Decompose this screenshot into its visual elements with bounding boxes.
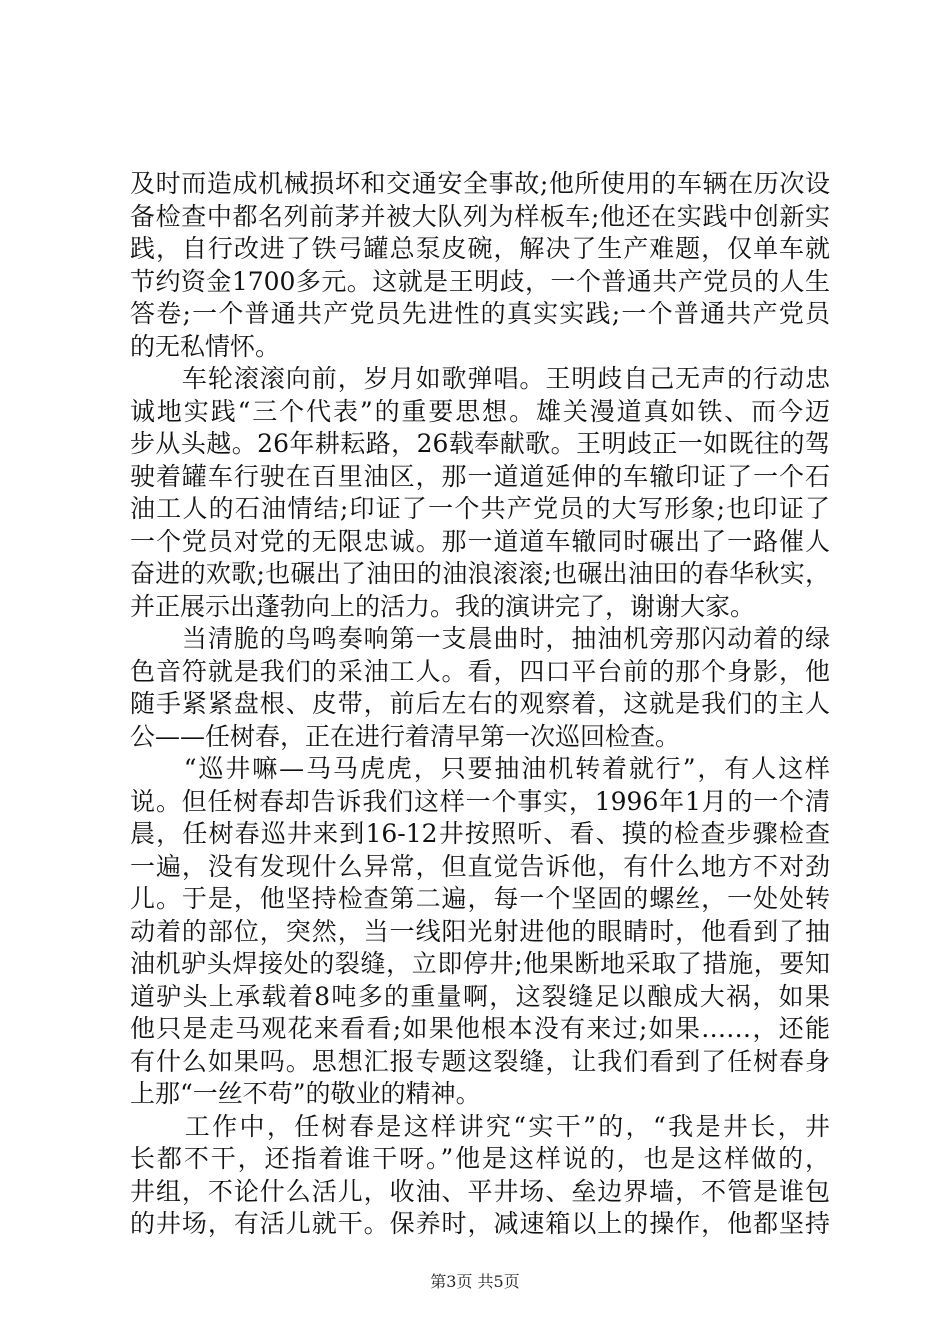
text-line: 他只是走马观花来看看;如果他根本没有来过;如果……，还能 [130, 1014, 830, 1043]
text-line: 一个党员对党的无限忠诚。那一道道车辙同时碾出了一路催人 [130, 526, 830, 556]
text-line: 说。但任树春却告诉我们这样一个事实，1996年1月的一个清 [130, 786, 830, 816]
text-line: 车轮滚滚向前，岁月如歌弹唱。王明歧自己无声的行动忠 [130, 364, 830, 393]
text-line: 随手紧紧盘根、皮带，前后左右的观察着，这就是我们的主人 [130, 689, 830, 718]
text-line: 践，自行改进了铁弓罐总泵皮碗，解决了生产难题，仅单车就 [130, 234, 830, 263]
body-text [130, 168, 830, 1241]
text-line: 诚地实践“三个代表”的重要思想。雄关漫道真如铁、而今迈 [130, 396, 830, 426]
text-line: 晨，任树春巡井来到16-12井按照听、看、摸的检查步骤检查 [130, 819, 830, 848]
text-line: 儿。于是，他坚持检查第二遍，每一个坚固的螺丝，一处处转 [130, 884, 830, 913]
text-line: 的无私情怀。 [130, 331, 281, 361]
text-line: 当清脆的鸟鸣奏响第一支晨曲时，抽油机旁那闪动着的绿 [130, 624, 830, 653]
text-line: 油工人的石油情结;印证了一个共产党员的大写形象;也印证了 [130, 494, 830, 523]
text-line: 一遍，没有发现什么异常，但直觉告诉他，有什么地方不对劲 [130, 851, 830, 881]
text-line: 并正展示出蓬勃向上的活力。我的演讲完了，谢谢大家。 [130, 591, 756, 621]
text-line: 井组，不论什么活儿，收油、平井场、垒边界墙，不管是谁包 [130, 1176, 830, 1206]
text-line: 上那“一丝不苟”的敬业的精神。 [130, 1079, 481, 1108]
text-line: 工作中，任树春是这样讲究“实干”的，“我是井长，井 [130, 1111, 830, 1141]
text-line: “巡井嘛—马马虎虎，只要抽油机转着就行”，有人这样 [130, 754, 830, 783]
text-line: 备检查中都名列前茅并被大队列为样板车;他还在实践中创新实 [130, 201, 830, 231]
text-line: 油机驴头焊接处的裂缝，立即停井;他果断地采取了措施，要知 [130, 949, 830, 978]
page-footer: 第3页 共5页 [430, 1272, 520, 1291]
text-line: 色音符就是我们的采油工人。看，四口平台前的那个身影，他 [130, 656, 830, 686]
text-line: 动着的部位，突然，当一线阳光射进他的眼睛时，他看到了抽 [130, 916, 830, 946]
text-line: 有什么如果吗。思想汇报专题这裂缝，让我们看到了任树春身 [130, 1046, 830, 1076]
text-line: 节约资金1700多元。这就是王明歧，一个普通共产党员的人生 [130, 266, 830, 296]
text-line: 及时而造成机械损坏和交通安全事故;他所使用的车辆在历次设 [130, 169, 830, 198]
text-line: 公——任树春，正在进行着清早第一次巡回检查。 [130, 721, 681, 751]
text-line: 驶着罐车行驶在百里油区，那一道道延伸的车辙印证了一个石 [130, 461, 830, 491]
text-line: 步从头越。26年耕耘路，26载奉献歌。王明歧正一如既往的驾 [130, 429, 830, 458]
text-line: 答卷;一个普通共产党员先进性的真实实践;一个普通共产党员 [130, 299, 830, 328]
text-line: 道驴头上承载着8吨多的重量啊，这裂缝足以酿成大祸，如果 [130, 981, 830, 1011]
text-line: 奋进的欢歌;也碾出了油田的油浪滚滚;也碾出油田的春华秋实， [130, 559, 830, 588]
text-line: 长都不干，还指着谁干呀。”他是这样说的，也是这样做的， [130, 1144, 830, 1173]
text-line: 的井场，有活儿就干。保养时，减速箱以上的操作，他都坚持 [130, 1209, 830, 1238]
